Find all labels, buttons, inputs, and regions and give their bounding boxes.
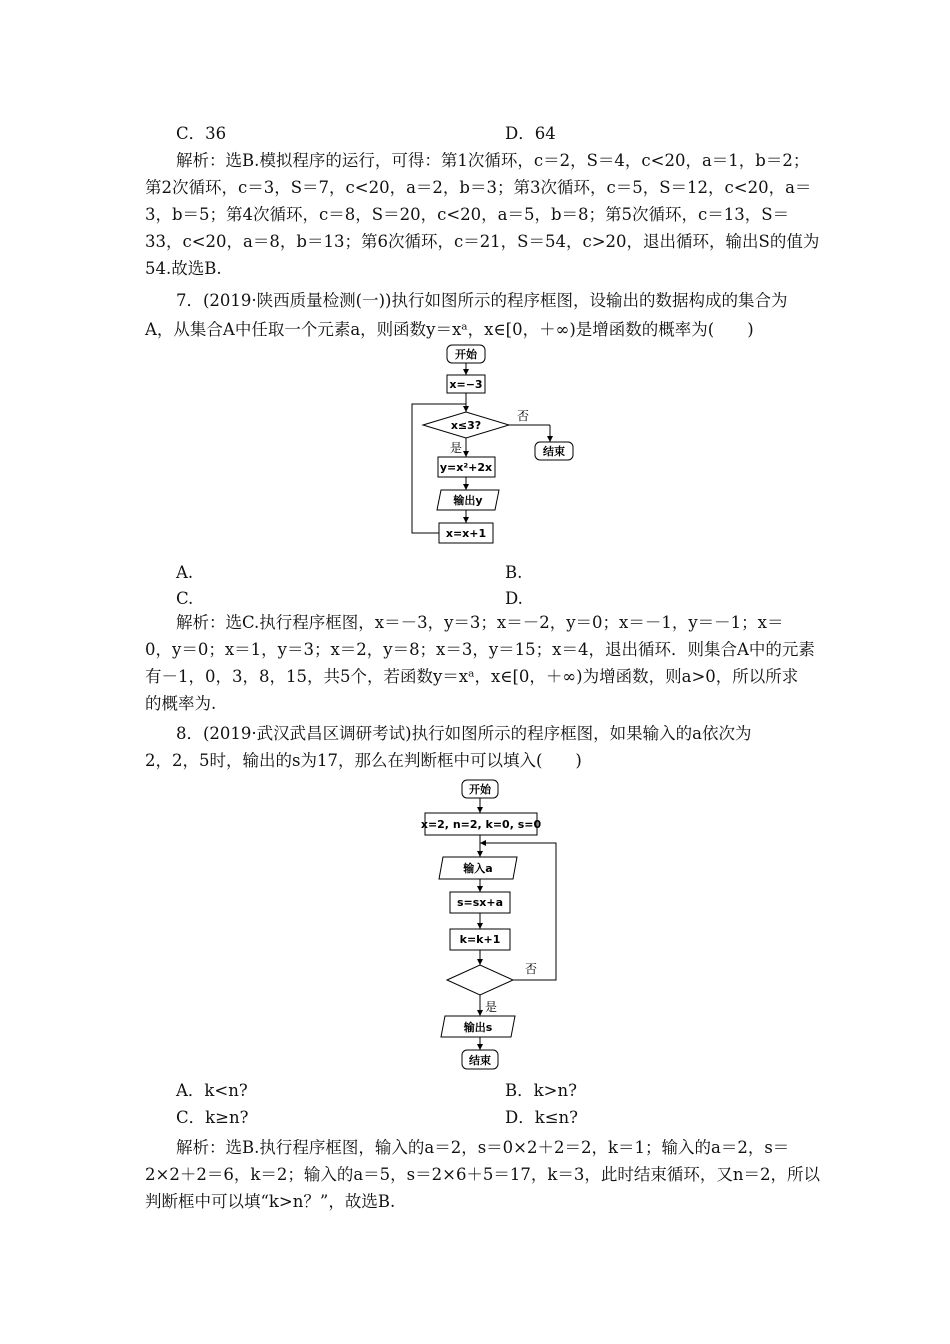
q6-solution-line-2: 第2次循环，c＝3，S＝7，c<20，a＝2，b＝3；第3次循环，c＝5，S＝12，c<20，a＝: [145, 178, 812, 197]
q7-incr-label: x=x+1: [445, 527, 487, 540]
q8-no-label: 否: [525, 962, 538, 976]
q8-yes-label: 是: [485, 1000, 498, 1014]
q8-solution-line-3: 判断框中可以填“k>n？”，故选B.: [145, 1192, 396, 1211]
q7-end-label: 结束: [543, 445, 565, 458]
q8-option-b: B．k>n?: [505, 1081, 577, 1100]
q8-output-label: 输出s: [463, 1021, 493, 1034]
q7-stem-line-1: 7．(2019·陕西质量检测(一))执行如图所示的程序框图，设输出的数据构成的集合为: [176, 291, 788, 310]
q8-assign-label: s=sx+a: [456, 896, 504, 909]
q7-option-c: C.: [176, 589, 194, 608]
q8-end-label: 结束: [469, 1054, 491, 1067]
q6-option-d: D．64: [505, 124, 556, 143]
q7-start-label: 开始: [455, 348, 477, 361]
q7-option-a: A.: [176, 563, 194, 582]
q8-flowchart: [415, 775, 575, 1080]
q7-solution-line-1: 解析：选C.执行程序框图，x＝－3，y＝3；x＝－2，y＝0；x＝－1，y＝－1；x＝: [176, 613, 784, 632]
q6-option-c: C．36: [176, 124, 227, 143]
q8-init-label: x=2, n=2, k=0, s=0: [420, 818, 542, 831]
q8-incr-label: k=k+1: [459, 933, 501, 946]
q6-solution-line-4: 33，c<20，a＝8，b＝13；第6次循环，c＝21，S＝54，c>20，退出循环，输出S的值为: [145, 232, 820, 251]
q7-flowchart: [395, 340, 595, 558]
q8-start-label: 开始: [469, 783, 491, 796]
q8-option-d: D．k≤n?: [505, 1108, 579, 1127]
q7-output-label: 输出y: [453, 494, 483, 507]
q8-option-c: C．k≥n?: [176, 1108, 249, 1127]
q6-solution-line-1: 解析：选B.模拟程序的运行，可得：第1次循环，c＝2，S＝4，c<20，a＝1，b＝2；: [176, 151, 810, 170]
q7-condition-label: x≤3?: [450, 419, 482, 432]
q7-solution-line-4: 的概率为.: [145, 694, 217, 713]
q8-condition-diamond: [447, 965, 513, 995]
q6-solution-line-5: 54.故选B.: [145, 259, 222, 278]
q7-yes-label: 是: [450, 441, 463, 455]
q7-solution-line-2: 0，y＝0；x＝1，y＝3；x＝2，y＝8；x＝3，y＝15；x＝4，退出循环．则集合A中的元素: [145, 640, 815, 659]
q8-input-label: 输入a: [463, 862, 493, 875]
q7-init-label: x=−3: [449, 378, 483, 391]
q7-option-b: B.: [505, 563, 523, 582]
q8-stem-line-2: 2，2，5时，输出的s为17，那么在判断框中可以填入( ): [145, 751, 582, 770]
q8-solution-line-1: 解析：选B.执行程序框图，输入的a＝2，s＝0×2＋2＝2，k＝1；输入的a＝2，s＝: [176, 1138, 790, 1157]
q7-no-label: 否: [517, 409, 530, 423]
q7-assign-label: y=x²+2x: [439, 461, 493, 474]
q7-stem-line-2: A，从集合A中任取一个元素a，则函数y＝xᵃ，x∈[0，＋∞)是增函数的概率为( ): [145, 320, 754, 339]
q7-solution-line-3: 有－1，0，3，8，15，共5个，若函数y＝xᵃ，x∈[0，＋∞)为增函数，则a>0，所以所求: [145, 667, 799, 686]
q8-option-a: A．k<n?: [176, 1081, 248, 1100]
q7-option-d: D.: [505, 589, 523, 608]
q8-solution-line-2: 2×2＋2＝6，k＝2；输入的a＝5，s＝2×6＋5＝17，k＝3，此时结束循环，又n＝2，所以: [145, 1165, 821, 1184]
q6-solution-line-3: 3，b＝5；第4次循环，c＝8，S＝20，c<20，a＝5，b＝8；第5次循环，c＝13，S＝: [145, 205, 790, 224]
q8-stem-line-1: 8．(2019·武汉武昌区调研考试)执行如图所示的程序框图，如果输入的a依次为: [176, 724, 752, 743]
